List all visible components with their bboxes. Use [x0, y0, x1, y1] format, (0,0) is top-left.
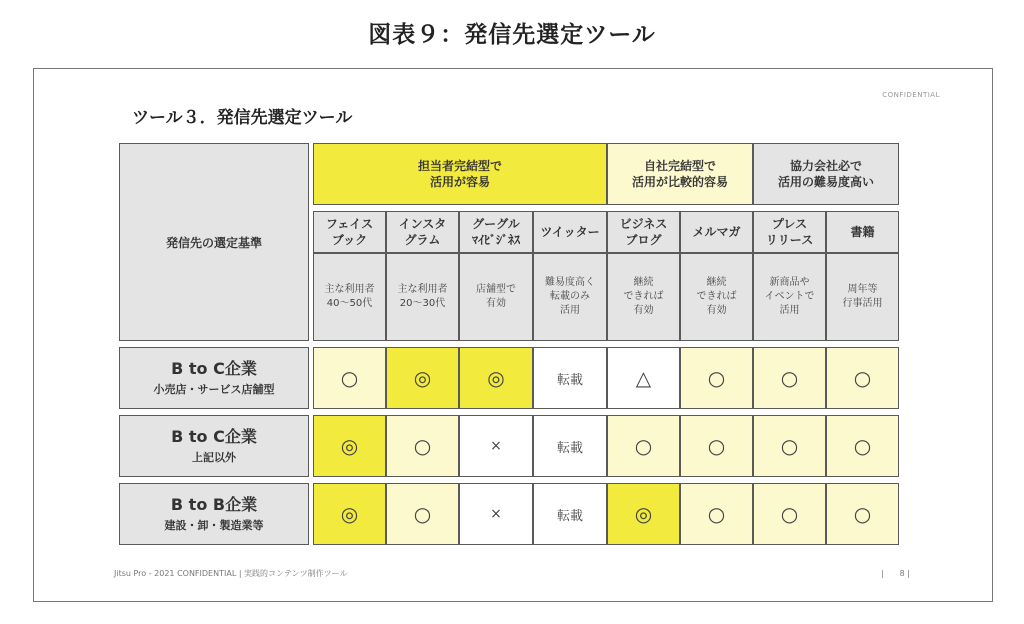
double-circle-mark: ◎ — [413, 366, 432, 390]
tool-name: 書籍 — [850, 225, 875, 239]
tool-desc: 主な利用者 20～30代 — [397, 284, 448, 309]
group-header-personal — [313, 143, 607, 205]
group-header-partner — [753, 143, 899, 205]
rating-cell — [607, 415, 680, 477]
rating-cell — [533, 483, 607, 545]
tool-header-business-blog — [607, 211, 680, 253]
cross-mark: × — [490, 506, 502, 522]
circle-mark: ○ — [853, 502, 872, 526]
figure-title: 図表９：発信先選定ツール — [368, 22, 656, 48]
criteria-label: 発信先の選定基準 — [165, 235, 262, 250]
row-label-btoc-retail — [119, 347, 309, 409]
double-circle-mark: ◎ — [340, 434, 359, 458]
repost-mark: 転載 — [556, 508, 583, 524]
tool-desc: 継続 できれば 有効 — [696, 277, 737, 316]
row-label-btob — [119, 483, 309, 545]
group-label: 担当者完結型で 活用が容易 — [417, 159, 502, 189]
rating-cell — [313, 347, 386, 409]
circle-mark: ○ — [853, 366, 872, 390]
confidential-label: CONFIDENTIAL — [882, 91, 940, 99]
tool-desc-business-blog — [607, 253, 680, 341]
group-label: 協力会社必で 活用の難易度高い — [777, 159, 874, 189]
rating-cell — [607, 483, 680, 545]
rating-cell — [826, 347, 899, 409]
tool-desc: 難易度高く 転載のみ 活用 — [545, 277, 595, 316]
row-title: B to C企業 — [171, 427, 257, 446]
tool-header-book — [826, 211, 899, 253]
group-header-company — [607, 143, 753, 205]
tool-desc-instagram — [386, 253, 459, 341]
rating-cell — [386, 415, 459, 477]
circle-mark: ○ — [780, 434, 799, 458]
criteria-header — [119, 143, 309, 341]
rating-cell — [753, 347, 826, 409]
rating-cell — [313, 483, 386, 545]
circle-mark: ○ — [413, 434, 432, 458]
tool-name: ツイッター — [540, 225, 600, 239]
circle-mark: ○ — [707, 434, 726, 458]
rating-cell — [680, 415, 753, 477]
double-circle-mark: ◎ — [340, 502, 359, 526]
double-circle-mark: ◎ — [634, 502, 653, 526]
circle-mark: ○ — [853, 434, 872, 458]
rating-cell — [313, 415, 386, 477]
rating-cell — [680, 483, 753, 545]
row-title: B to B企業 — [170, 495, 258, 514]
rating-cell — [826, 483, 899, 545]
tool-header-instagram — [386, 211, 459, 253]
tool-name: メルマガ — [692, 225, 741, 239]
tool-header-facebook — [313, 211, 386, 253]
slide-title: ツール３．発信先選定ツール — [132, 108, 353, 128]
rating-cell — [386, 347, 459, 409]
tool-desc: 継続 できれば 有効 — [623, 277, 664, 316]
tool-desc-mail-magazine — [680, 253, 753, 341]
rating-cell — [459, 347, 533, 409]
tool-desc: 主な利用者 40～50代 — [324, 284, 375, 309]
cross-mark: × — [490, 438, 502, 454]
rating-cell — [533, 347, 607, 409]
rating-cell — [680, 347, 753, 409]
rating-cell — [753, 415, 826, 477]
circle-mark: ○ — [780, 502, 799, 526]
circle-mark: ○ — [413, 502, 432, 526]
circle-mark: ○ — [340, 366, 359, 390]
circle-mark: ○ — [707, 502, 726, 526]
tool-header-google-mybusiness — [459, 211, 533, 253]
rating-cell — [459, 483, 533, 545]
repost-mark: 転載 — [556, 440, 583, 456]
tool-desc: 周年等 行事活用 — [842, 284, 883, 309]
tool-name: ビジネス ブログ — [619, 217, 668, 247]
page-number: | 8 | — [880, 569, 910, 578]
tool-name: プレス リリース — [765, 217, 814, 247]
double-circle-mark: ◎ — [487, 366, 505, 390]
rating-cell — [459, 415, 533, 477]
circle-mark: ○ — [634, 434, 653, 458]
tool-header-press-release — [753, 211, 826, 253]
group-label: 自社完結型で 活用が比較的容易 — [631, 159, 728, 189]
row-title: B to C企業 — [171, 359, 257, 378]
rating-cell — [753, 483, 826, 545]
tool-name: インスタ グラム — [398, 217, 447, 247]
tool-desc: 店舗型で 有効 — [476, 284, 516, 309]
footer-copyright: Jitsu Pro - 2021 CONFIDENTIAL | 実践的コンテンツ制作ツール — [114, 569, 348, 578]
tool-desc-press-release — [753, 253, 826, 341]
rating-cell — [607, 347, 680, 409]
tool-name: グーグル ﾏｲﾋﾞｼﾞﾈｽ — [471, 217, 520, 247]
triangle-mark: △ — [635, 366, 652, 390]
circle-mark: ○ — [707, 366, 726, 390]
tool-desc-twitter — [533, 253, 607, 341]
tool-header-mail-magazine — [680, 211, 753, 253]
slide — [33, 68, 993, 602]
tool-desc: 新商品や イベントで 活用 — [764, 277, 815, 316]
tool-desc-book — [826, 253, 899, 341]
tool-header-twitter — [533, 211, 607, 253]
rating-cell — [386, 483, 459, 545]
repost-mark: 転載 — [556, 372, 583, 388]
row-subtitle: 上記以外 — [192, 451, 236, 464]
rating-cell — [533, 415, 607, 477]
circle-mark: ○ — [780, 366, 799, 390]
row-subtitle: 小売店・サービス店舗型 — [153, 383, 275, 396]
tool-name: フェイス ブック — [325, 217, 374, 247]
tool-desc-google-mybusiness — [459, 253, 533, 341]
rating-cell — [826, 415, 899, 477]
row-label-btoc-other — [119, 415, 309, 477]
tool-desc-facebook — [313, 253, 386, 341]
row-subtitle: 建設・卸・製造業等 — [164, 519, 264, 532]
